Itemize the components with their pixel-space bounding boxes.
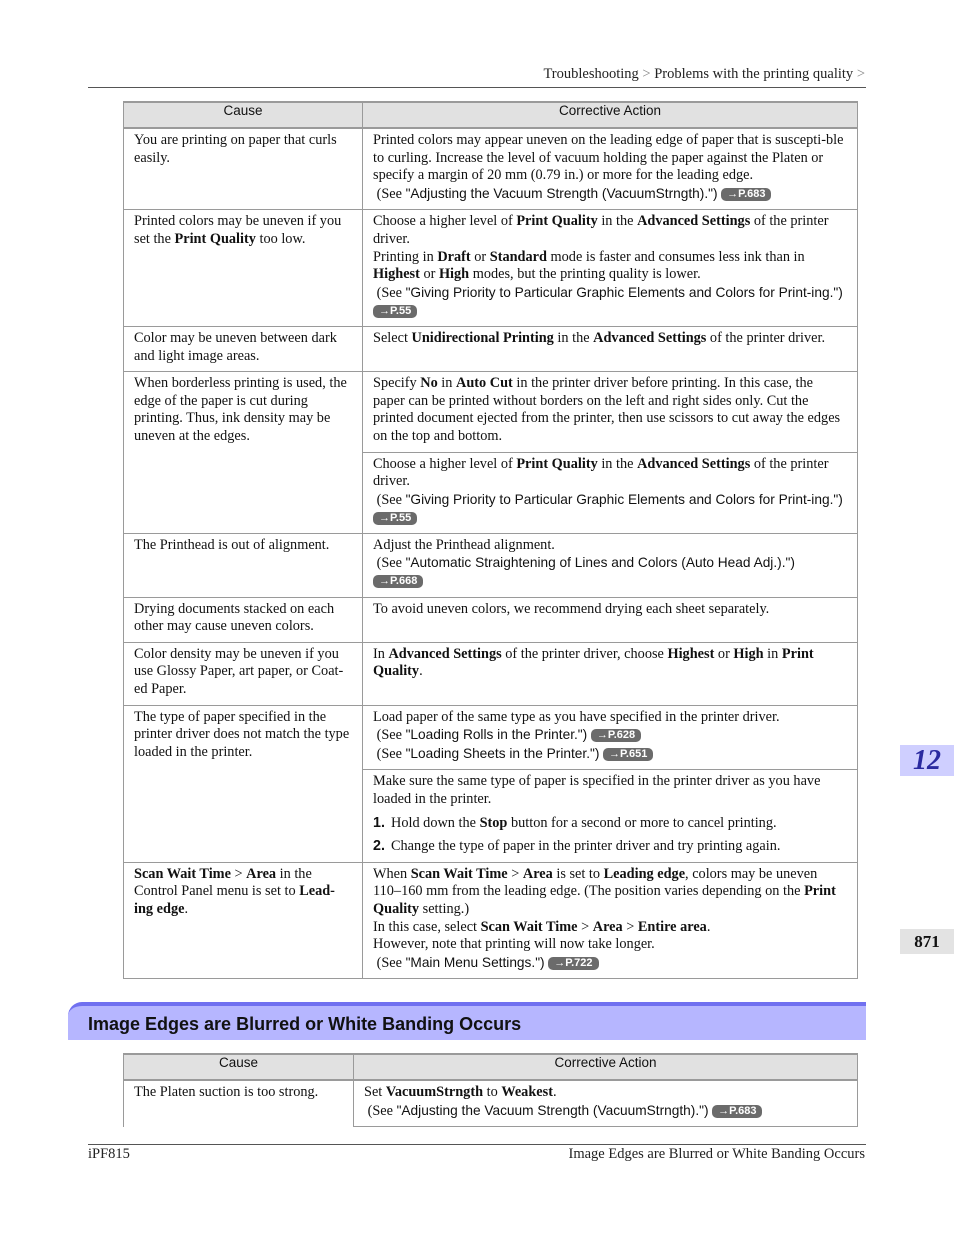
cause-cell: Drying documents stacked on each other may cause uneven colors. — [124, 597, 363, 642]
see-text: (See — [376, 745, 402, 762]
header-rule — [88, 87, 866, 88]
reference-link[interactable]: "Automatic Straightening of Lines and Colors (Auto Head Adj.).") — [405, 555, 795, 571]
section-title: Image Edges are Blurred or White Banding Occurs — [88, 1014, 522, 1034]
breadcrumb-troubleshooting[interactable]: Troubleshooting — [543, 66, 639, 82]
table-header-row — [124, 102, 858, 128]
page-reference-button[interactable]: →P.55 — [373, 305, 417, 318]
footer-rule — [88, 1144, 866, 1145]
reference-link[interactable]: "Adjusting the Vacuum Strength (VacuumStrngth).") — [396, 1102, 709, 1118]
page-reference-button[interactable]: →P.55 — [373, 512, 417, 525]
banding-table — [123, 1053, 858, 1127]
see-text: (See — [376, 727, 402, 744]
reference-link[interactable]: "Giving Priority to Particular Graphic Elements and Colors for Print-ing.") — [405, 491, 843, 507]
page-reference-button[interactable]: →P.722 — [548, 957, 598, 970]
footer-model: iPF815 — [88, 1146, 130, 1162]
cause-cell: The Platen suction is too strong. — [124, 1080, 354, 1127]
action-cell: Set VacuumStrngth to Weakest. (See "Adjusting the Vacuum Strength (VacuumStrngth).") →P.683 — [354, 1080, 858, 1127]
page-reference-button[interactable]: →P.651 — [603, 748, 653, 761]
cause-cell: Color density may be uneven if you use Glossy Paper, art paper, or Coat-ed Paper. — [124, 642, 363, 705]
page-reference-button[interactable]: →P.668 — [373, 575, 423, 588]
chapter-tab[interactable]: 12 — [900, 745, 954, 776]
reference-link[interactable]: "Main Menu Settings.") — [405, 954, 545, 970]
column-header-action: Corrective Action — [363, 102, 858, 128]
see-text: (See — [367, 1102, 393, 1119]
see-text: (See — [376, 491, 402, 508]
action-text: Printed colors may appear uneven on the leading edge of paper that is suscepti-ble to curling. Increase the level of vacuum holding the paper against the Platen or specify a margin of 20 mm (0.79 in.) or more for the leading edge. — [373, 132, 844, 184]
footer-section-title: Image Edges are Blurred or White Banding Occurs — [568, 1146, 865, 1162]
table-row — [124, 1080, 858, 1127]
reference-link[interactable]: "Loading Sheets in the Printer.") — [405, 745, 600, 761]
table-header-row — [124, 1054, 858, 1080]
action-cell: Choose a higher level of Print Quality in the Advanced Settings of the printer driver. Printing in Draft or Standard mode is faster and consumes less ink than in Highest or High modes, but the printing quality is lower. (See "Giving Priority to Particular Graphic Elements and Colors for Print-ing.") →P.55 — [363, 210, 858, 327]
page-reference-button[interactable]: →P.628 — [591, 729, 641, 742]
action-cell: In Advanced Settings of the printer driver, choose Highest or High in Print Quality. — [363, 642, 858, 705]
action-cell: Choose a higher level of Print Quality in the Advanced Settings of the printer driver. (See "Giving Priority to Particular Graphic Elements and Colors for Print-ing.") →P.55 — [363, 452, 858, 533]
table-row — [124, 705, 858, 770]
action-cell: When Scan Wait Time > Area is set to Leading edge, colors may be uneven 110–160 mm from the leading edge. (The position varies depending on the Print Quality setting.) In this case, select Scan Wait Time > Area > Entire area. However, note that printing will now take longer. (See "Main Menu Settings.") →P.722 — [363, 862, 858, 979]
cause-cell: The type of paper specified in the printer driver does not match the type loaded in the printer. — [124, 705, 363, 862]
table-row — [124, 597, 858, 642]
cause-cell: When borderless printing is used, the edge of the paper is cut during printing. Thus, ink density may be uneven at the edges. — [124, 372, 363, 534]
cause-cell: The Printhead is out of alignment. — [124, 533, 363, 597]
table-row — [124, 862, 858, 979]
action-cell: Adjust the Printhead alignment. (See "Automatic Straightening of Lines and Colors (Auto Head Adj.).") →P.668 — [363, 533, 858, 597]
page-reference-button[interactable]: →P.683 — [721, 188, 771, 201]
step-item: 2. Change the type of paper in the printer driver and try printing again. — [373, 838, 781, 855]
cause-cell: Printed colors may be uneven if you set the Print Quality too low. — [124, 210, 363, 327]
page-reference-button[interactable]: →P.683 — [712, 1105, 762, 1118]
breadcrumb-printing-quality[interactable]: Problems with the printing quality — [654, 66, 854, 82]
table-row — [124, 642, 858, 705]
reference-link[interactable]: "Loading Rolls in the Printer.") — [405, 727, 588, 743]
breadcrumb-separator: > — [642, 66, 651, 82]
cause-cell: Scan Wait Time > Area in the Control Panel menu is set to Lead-ing edge. — [124, 862, 363, 979]
table-row — [124, 326, 858, 371]
table-row — [124, 210, 858, 327]
action-cell — [363, 128, 858, 210]
action-cell: Specify No in Auto Cut in the printer driver before printing. In this case, the paper can be printed without borders on the left and right sides only. Cut the printed document ejected from the printer, then use scissors to cut away the edges on the top and bottom. — [363, 372, 858, 452]
page-number: 871 — [900, 929, 954, 954]
action-cell: Select Unidirectional Printing in the Advanced Settings of the printer driver. — [363, 326, 858, 371]
table-row — [124, 372, 858, 452]
breadcrumb-separator: > — [856, 66, 865, 82]
section-heading-bar — [68, 1002, 866, 1040]
cause-cell: Color may be uneven between dark and light image areas. — [124, 326, 363, 371]
reference-link[interactable]: "Adjusting the Vacuum Strength (VacuumStrngth).") — [405, 185, 718, 201]
see-text: (See — [376, 185, 402, 202]
reference-link[interactable]: "Giving Priority to Particular Graphic Elements and Colors for Print-ing.") — [405, 284, 843, 300]
table-row — [124, 128, 858, 210]
table-row — [124, 533, 858, 597]
troubleshooting-table — [123, 101, 858, 979]
running-header — [543, 66, 865, 83]
see-text: (See — [376, 284, 402, 301]
see-text: (See — [376, 954, 402, 971]
action-cell: Make sure the same type of paper is specified in the printer driver as you have loaded in the printer. 1. Hold down the Stop button for a second or more to cancel printing. 2. Change the type of paper in the printer driver and try printing again. — [363, 770, 858, 862]
cause-cell: You are printing on paper that curls easily. — [124, 128, 363, 210]
action-cell: To avoid uneven colors, we recommend drying each sheet separately. — [363, 597, 858, 642]
column-header-action: Corrective Action — [354, 1054, 858, 1080]
action-cell: Load paper of the same type as you have specified in the printer driver. (See "Loading Rolls in the Printer.") →P.628 (See "Loading Sheets in the Printer.") →P.651 — [363, 705, 858, 770]
column-header-cause: Cause — [124, 102, 363, 128]
column-header-cause: Cause — [124, 1054, 354, 1080]
see-text: (See — [376, 555, 402, 572]
step-item: 1. Hold down the Stop button for a second or more to cancel printing. — [373, 814, 777, 831]
